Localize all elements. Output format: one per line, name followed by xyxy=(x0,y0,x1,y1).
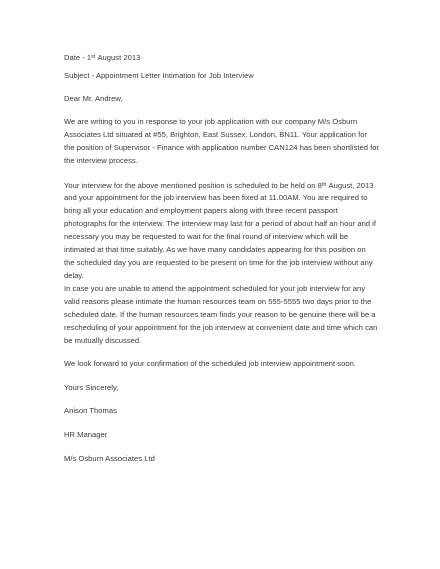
paragraph2-line1-suffix: August, 2013 xyxy=(326,181,374,190)
company-name: M/s Osburn Associates Ltd xyxy=(64,454,155,463)
paragraph2-line1-ordinal: th xyxy=(321,182,327,188)
paragraph1-line: the position of Supervisor - Finance with application number CAN124 has been shortlisted for xyxy=(64,143,380,152)
paragraph2-line: bring all your education and employment papers along with three recent passport xyxy=(64,206,338,215)
paragraph2-line: photographs for the interview. The interview may last for a period of about half an hour and if xyxy=(64,219,377,228)
paragraph3-line: rescheduling of your appointment for the job interview at convenient date and time which can xyxy=(64,323,378,332)
date-prefix: Date - 1 xyxy=(64,53,92,62)
letter-closing: Yours Sincerely, xyxy=(64,383,119,392)
letter-subject: Subject - Appointment Letter Intimation for Job Interview xyxy=(64,71,254,80)
date-ordinal: st xyxy=(91,54,96,60)
paragraph2-line: intimated at that time suitably. As we have many candidates appearing for this position on xyxy=(64,245,366,254)
paragraph3-line: In case you are unable to attend the appointment scheduled for your job interview for any xyxy=(64,284,366,293)
letter-salutation: Dear Mr. Andrew, xyxy=(64,94,123,103)
signer-title: HR Manager xyxy=(64,430,108,439)
date-rest: August 2013 xyxy=(95,53,141,62)
paragraph3-line: be mutually discussed. xyxy=(64,336,142,345)
paragraph2-line: necessary you may be requested to wait for the final round of interview which will be xyxy=(64,232,349,241)
paragraph1-line: We are writing to you in response to your job application with our company M/s Osburn xyxy=(64,117,358,126)
paragraph4: We look forward to your confirmation of the scheduled job interview appointment soon. xyxy=(64,359,356,368)
paragraph2-line: and your appointment for the job interview has been fixed at 11.00AM. You are required to xyxy=(64,193,368,202)
paragraph1-line: the interview process. xyxy=(64,156,138,165)
paragraph2-line: the scheduled day you are requested to be present on time for the job interview without any xyxy=(64,258,373,267)
letter-date xyxy=(64,52,140,63)
paragraph2-line xyxy=(64,180,374,191)
paragraph2-line: delay. xyxy=(64,271,84,280)
paragraph3-line: valid reasons please intimate the human resources team on 555-5555 two days prior to the xyxy=(64,297,372,306)
paragraph1-line: Associates Ltd situated at #55, Brighton, East Sussex, London, BN11. Your application for xyxy=(64,130,368,139)
paragraph2-line1-prefix: Your interview for the above mentioned position is scheduled to be held on 8 xyxy=(64,181,322,190)
signer-name: Anison Thomas xyxy=(64,406,117,415)
paragraph3-line: scheduled date. If the human resources team finds your reason to be genuine there will be a xyxy=(64,310,376,319)
